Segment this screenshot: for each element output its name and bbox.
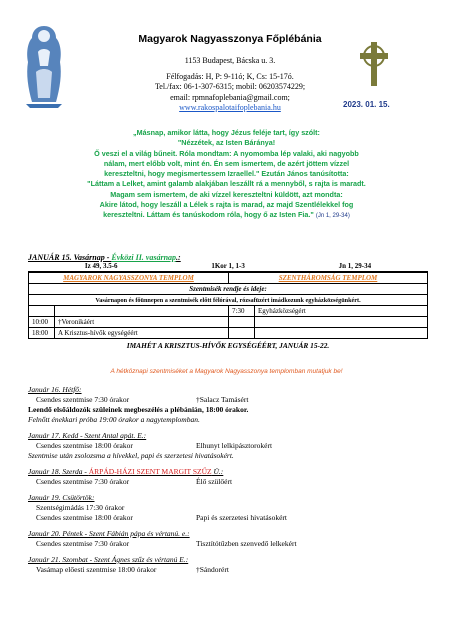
- weekday-notice: A hétköznapi szentmiséket a Magyarok Nagyasszonya templomban mutatjuk be!: [110, 368, 343, 375]
- gospel-line: kereszteltni. Láttam és tanúskodom róla, hogy ő az Isten Fia." (Jn 1, 29-34): [103, 210, 350, 220]
- day-thursday: Január 19. Csütörtök: Szentségimádás 17:30 órakor Csendes szentmise 18:00 órakor Papi és szerzetesi hivatásokért: [28, 493, 288, 522]
- gospel-line: „Másnap, amikor látta, hogy Jézus feléje tart, így szólt:: [133, 128, 320, 137]
- gospel-line: nálam, mert előbb volt, mint én. Én sem ismertem, de azért jöttem vízzel: [103, 158, 350, 168]
- sunday-title: JANUÁR 15. Vasárnap - Évközi II. vasárnap.:: [28, 253, 181, 262]
- office-hours: Félfogadás: H, P: 9-11ó; K, Cs: 15-17ó.: [166, 72, 294, 81]
- reading-3: Jn 1, 29-34: [338, 262, 372, 270]
- table-row: 10:00 †Veronikáért: [29, 317, 428, 328]
- adoration-note: Vasárnapon és főünnepen a szentmisék előtt félórával, rózsafüzért imádkozunk egyházközségünkért.: [29, 295, 428, 306]
- day-tuesday: Január 17. Kedd - Szent Antal apát. E.: Csendes szentmise 18:00 órakor Elhunyt lelkipásztorokért Szentmise után zsolozsma a hívekkel, papi és szerzetesi hivatásokért.: [28, 431, 273, 460]
- reading-2: 1Kor 1, 1-3: [211, 262, 245, 270]
- day-wednesday: Január 18. Szerda - ÁRPÁD-HÁZI SZENT MARGIT SZŰZ Ü.: Csendes szentmise 7:30 órakor Élő szülőért: [28, 467, 233, 486]
- mass-schedule-table: [28, 272, 428, 339]
- address: 1153 Budapest, Bácska u. 3.: [184, 56, 276, 65]
- celtic-cross-icon: [356, 40, 392, 88]
- gospel-line: "Nézzétek, az Isten Báránya!: [177, 138, 276, 148]
- gospel-line: Ő veszi el a világ bűneit. Róla mondtam: A nyomomba lép valaki, aki nagyobb: [94, 148, 359, 158]
- table-row: 7:30 Egyházközségért: [29, 306, 428, 317]
- madonna-logo-icon: [18, 22, 70, 110]
- day-monday: Január 16. Hétfő: Csendes szentmise 7:30 órakor †Salacz Tamásért Leendő elsőáldozók szüleinek megbeszélés a plébánián, 18:00 órakor. Felnőtt énekkari próba 19:00 órakor a nagytemplomban.: [28, 385, 249, 424]
- website-link[interactable]: www.rakospalotaifoplebania.hu: [179, 103, 281, 112]
- gospel-line: kereszteltni, hogy megismertessem Izraellel." Ezután János tanúsította:: [104, 169, 349, 179]
- gospel-quote: [40, 128, 413, 222]
- header: [0, 0, 453, 122]
- unity-week-banner: IMAHÉT A KRISZTUS-HÍVŐK EGYSÉGÉÉRT, JANUÁR 15-22.: [126, 341, 330, 350]
- gospel-line: Magam sem ismertem, de aki vízzel kereszteltni küldött, azt mondta:: [110, 189, 343, 199]
- weekday-schedule: [28, 384, 428, 580]
- church-right: SZENTHÁROMSÁG TEMPLOM: [229, 273, 428, 284]
- church-left: MAGYAROK NAGYASSZONYA TEMPLOM: [29, 273, 229, 284]
- sunday-schedule: [28, 253, 428, 350]
- gospel-line: Akire látod, hogy leszáll a Lélek s rajta is marad, az majd Szentlélekkel fog: [99, 200, 354, 210]
- table-row: 18:00 A Krisztus-hívők egységéért: [29, 328, 428, 339]
- email: email: rpmnafoplebania@gmail.com;: [170, 93, 290, 102]
- bulletin-date: 2023. 01. 15.: [343, 100, 390, 109]
- parish-title: Magyarok Nagyasszonya Főplébánia: [138, 33, 322, 45]
- reading-1: Iz 49, 3.5-6: [84, 262, 118, 270]
- order-label: Szentmisék rendje és ideje:: [29, 284, 428, 295]
- day-saturday: Január 21. Szombat - Szent Ágnes szűz és vértanú E.: Vasámap előesti szentmise 18:00 órakor †Sándorért: [28, 555, 229, 574]
- gospel-reference: (Jn 1, 29-34): [315, 213, 350, 220]
- gospel-line: "Láttam a Lelket, amint galamb alakjában leszállt rá a mennyből, s rajta is maradt.: [87, 179, 366, 189]
- day-friday: Január 20. Péntek - Szent Fábián pápa és vértanú. e.: Csendes szentmise 7:30 órakor Tisztítótűzben szenvedő lelkekért: [28, 529, 297, 548]
- readings: [28, 262, 428, 272]
- phone: Tel./fax: 06-1-307-6315; mobil: 06203574229;: [154, 82, 306, 91]
